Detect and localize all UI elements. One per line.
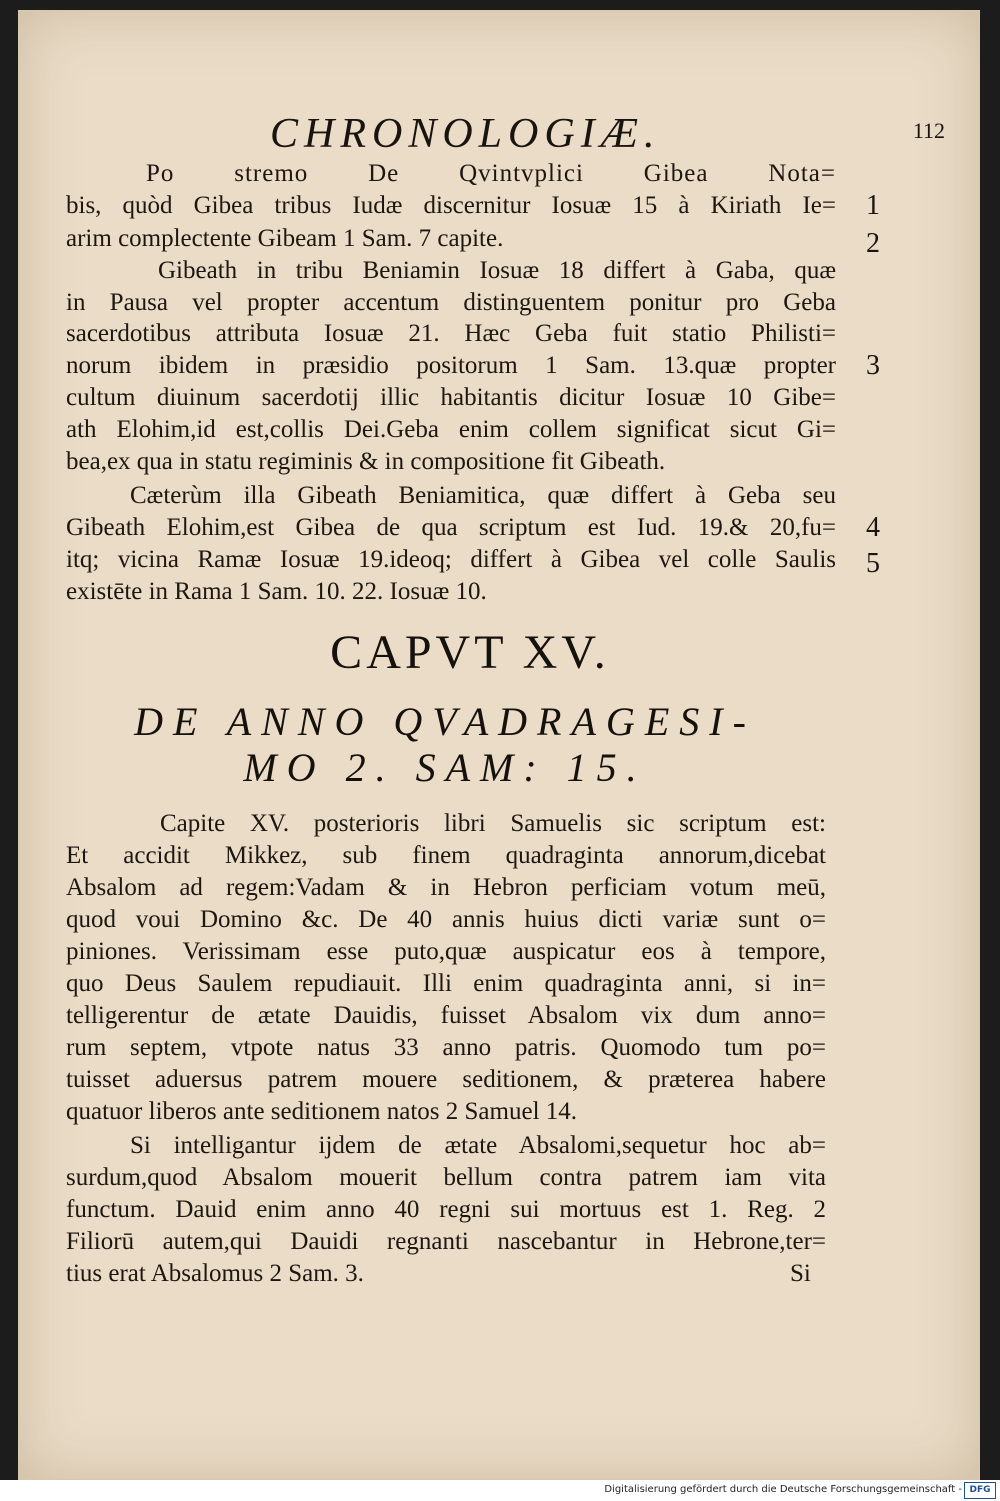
- text-line: quod voui Domino &c. De 40 annis huius dicti variæ sunt o=: [66, 906, 826, 933]
- text-line: itq; vicina Ramæ Iosuæ 19.ideoq; differt à Gibea vel colle Saulis: [66, 546, 836, 573]
- text-line: Capite XV. posterioris libri Samuelis sic scriptum est:: [160, 810, 826, 837]
- text-line: norum ibidem in præsidio positorum 1 Sam. 13.quæ propter: [66, 352, 836, 379]
- text-line: rum septem, vtpote natus 33 anno patris. Quomodo tum po=: [66, 1034, 826, 1061]
- text-line: Et accidit Mikkez, sub finem quadraginta annorum,dicebat: [66, 842, 826, 869]
- text-line: arim complectente Gibeam 1 Sam. 7 capite.: [66, 225, 504, 252]
- margin-note: 5: [866, 548, 880, 579]
- footer-credit: Digitalisierung gefördert durch die Deutsche Forschungsgemeinschaft -: [604, 1484, 962, 1495]
- page-number: 112: [912, 118, 945, 143]
- text-line: Cæterùm illa Gibeath Beniamitica, quæ differt à Geba seu: [130, 482, 836, 509]
- margin-note: 1: [866, 190, 880, 221]
- text-line: existēte in Rama 1 Sam. 10. 22. Iosuæ 10.: [66, 578, 487, 605]
- chapter-title: CAPVT XV.: [330, 626, 610, 679]
- text-line: Filiorū autem,qui Dauidi regnanti nascebantur in Hebrone,ter=: [66, 1228, 826, 1255]
- running-head: CHRONOLOGIÆ.: [270, 111, 661, 157]
- text-line: piniones. Verissimam esse puto,quæ auspicatur eos à tempore,: [66, 938, 826, 965]
- text-line: bis, quòd Gibea tribus Iudæ discernitur Iosuæ 15 à Kiriath Ie=: [66, 192, 836, 219]
- chapter-subtitle-line-2: MO 2. SAM: 15.: [243, 745, 647, 790]
- text-line: Gibeath Elohim,est Gibea de qua scriptum est Iud. 19.& 20,fu=: [66, 514, 836, 541]
- text-line: quo Deus Saulem repudiauit. Illi enim quadraginta anni, si in=: [66, 970, 826, 997]
- text-line: tuisset aduersus patrem mouere seditionem, & præterea habere: [66, 1066, 826, 1093]
- text-line: bea,ex qua in statu regiminis & in compositione fit Gibeath.: [66, 448, 666, 475]
- text-line: surdum,quod Absalom mouerit bellum contra patrem iam vita: [66, 1164, 826, 1191]
- catchword: Si: [790, 1260, 811, 1287]
- dfg-logo: DFG: [964, 1482, 996, 1499]
- text-line: tius erat Absalomus 2 Sam. 3.: [66, 1260, 364, 1287]
- margin-note: 4: [866, 512, 880, 543]
- text-line: cultum diuinum sacerdotij illic habitantis dicitur Iosuæ 10 Gibe=: [66, 384, 836, 411]
- text-line: in Pausa vel propter accentum distinguentem ponitur pro Geba: [66, 289, 836, 316]
- margin-note: 3: [866, 350, 880, 381]
- text-line: sacerdotibus attributa Iosuæ 21. Hæc Geba fuit statio Philisti=: [66, 320, 836, 347]
- margin-note: 2: [866, 228, 880, 259]
- text-line: Absalom ad regem:Vadam & in Hebron perficiam votum meū,: [66, 874, 826, 901]
- text-line: functum. Dauid enim anno 40 regni sui mortuus est 1. Reg. 2: [66, 1196, 826, 1223]
- text-line: telligerentur de ætate Dauidis, fuisset Absalom vix dum anno=: [66, 1002, 826, 1029]
- chapter-subtitle-line-1: DE ANNO QVADRAGESI-: [134, 699, 756, 744]
- text-line: Si intelligantur ijdem de ætate Absalomi,sequetur hoc ab=: [130, 1132, 826, 1159]
- text-line: ath Elohim,id est,collis Dei.Geba enim collem significat sicut Gi=: [66, 416, 836, 443]
- text-line: Gibeath in tribu Beniamin Iosuæ 18 differt à Gaba, quæ: [158, 257, 836, 284]
- text-line: quatuor liberos ante seditionem natos 2 Samuel 14.: [66, 1098, 578, 1125]
- text-line: Po stremo De Qvintvplici Gibea Nota=: [146, 160, 836, 187]
